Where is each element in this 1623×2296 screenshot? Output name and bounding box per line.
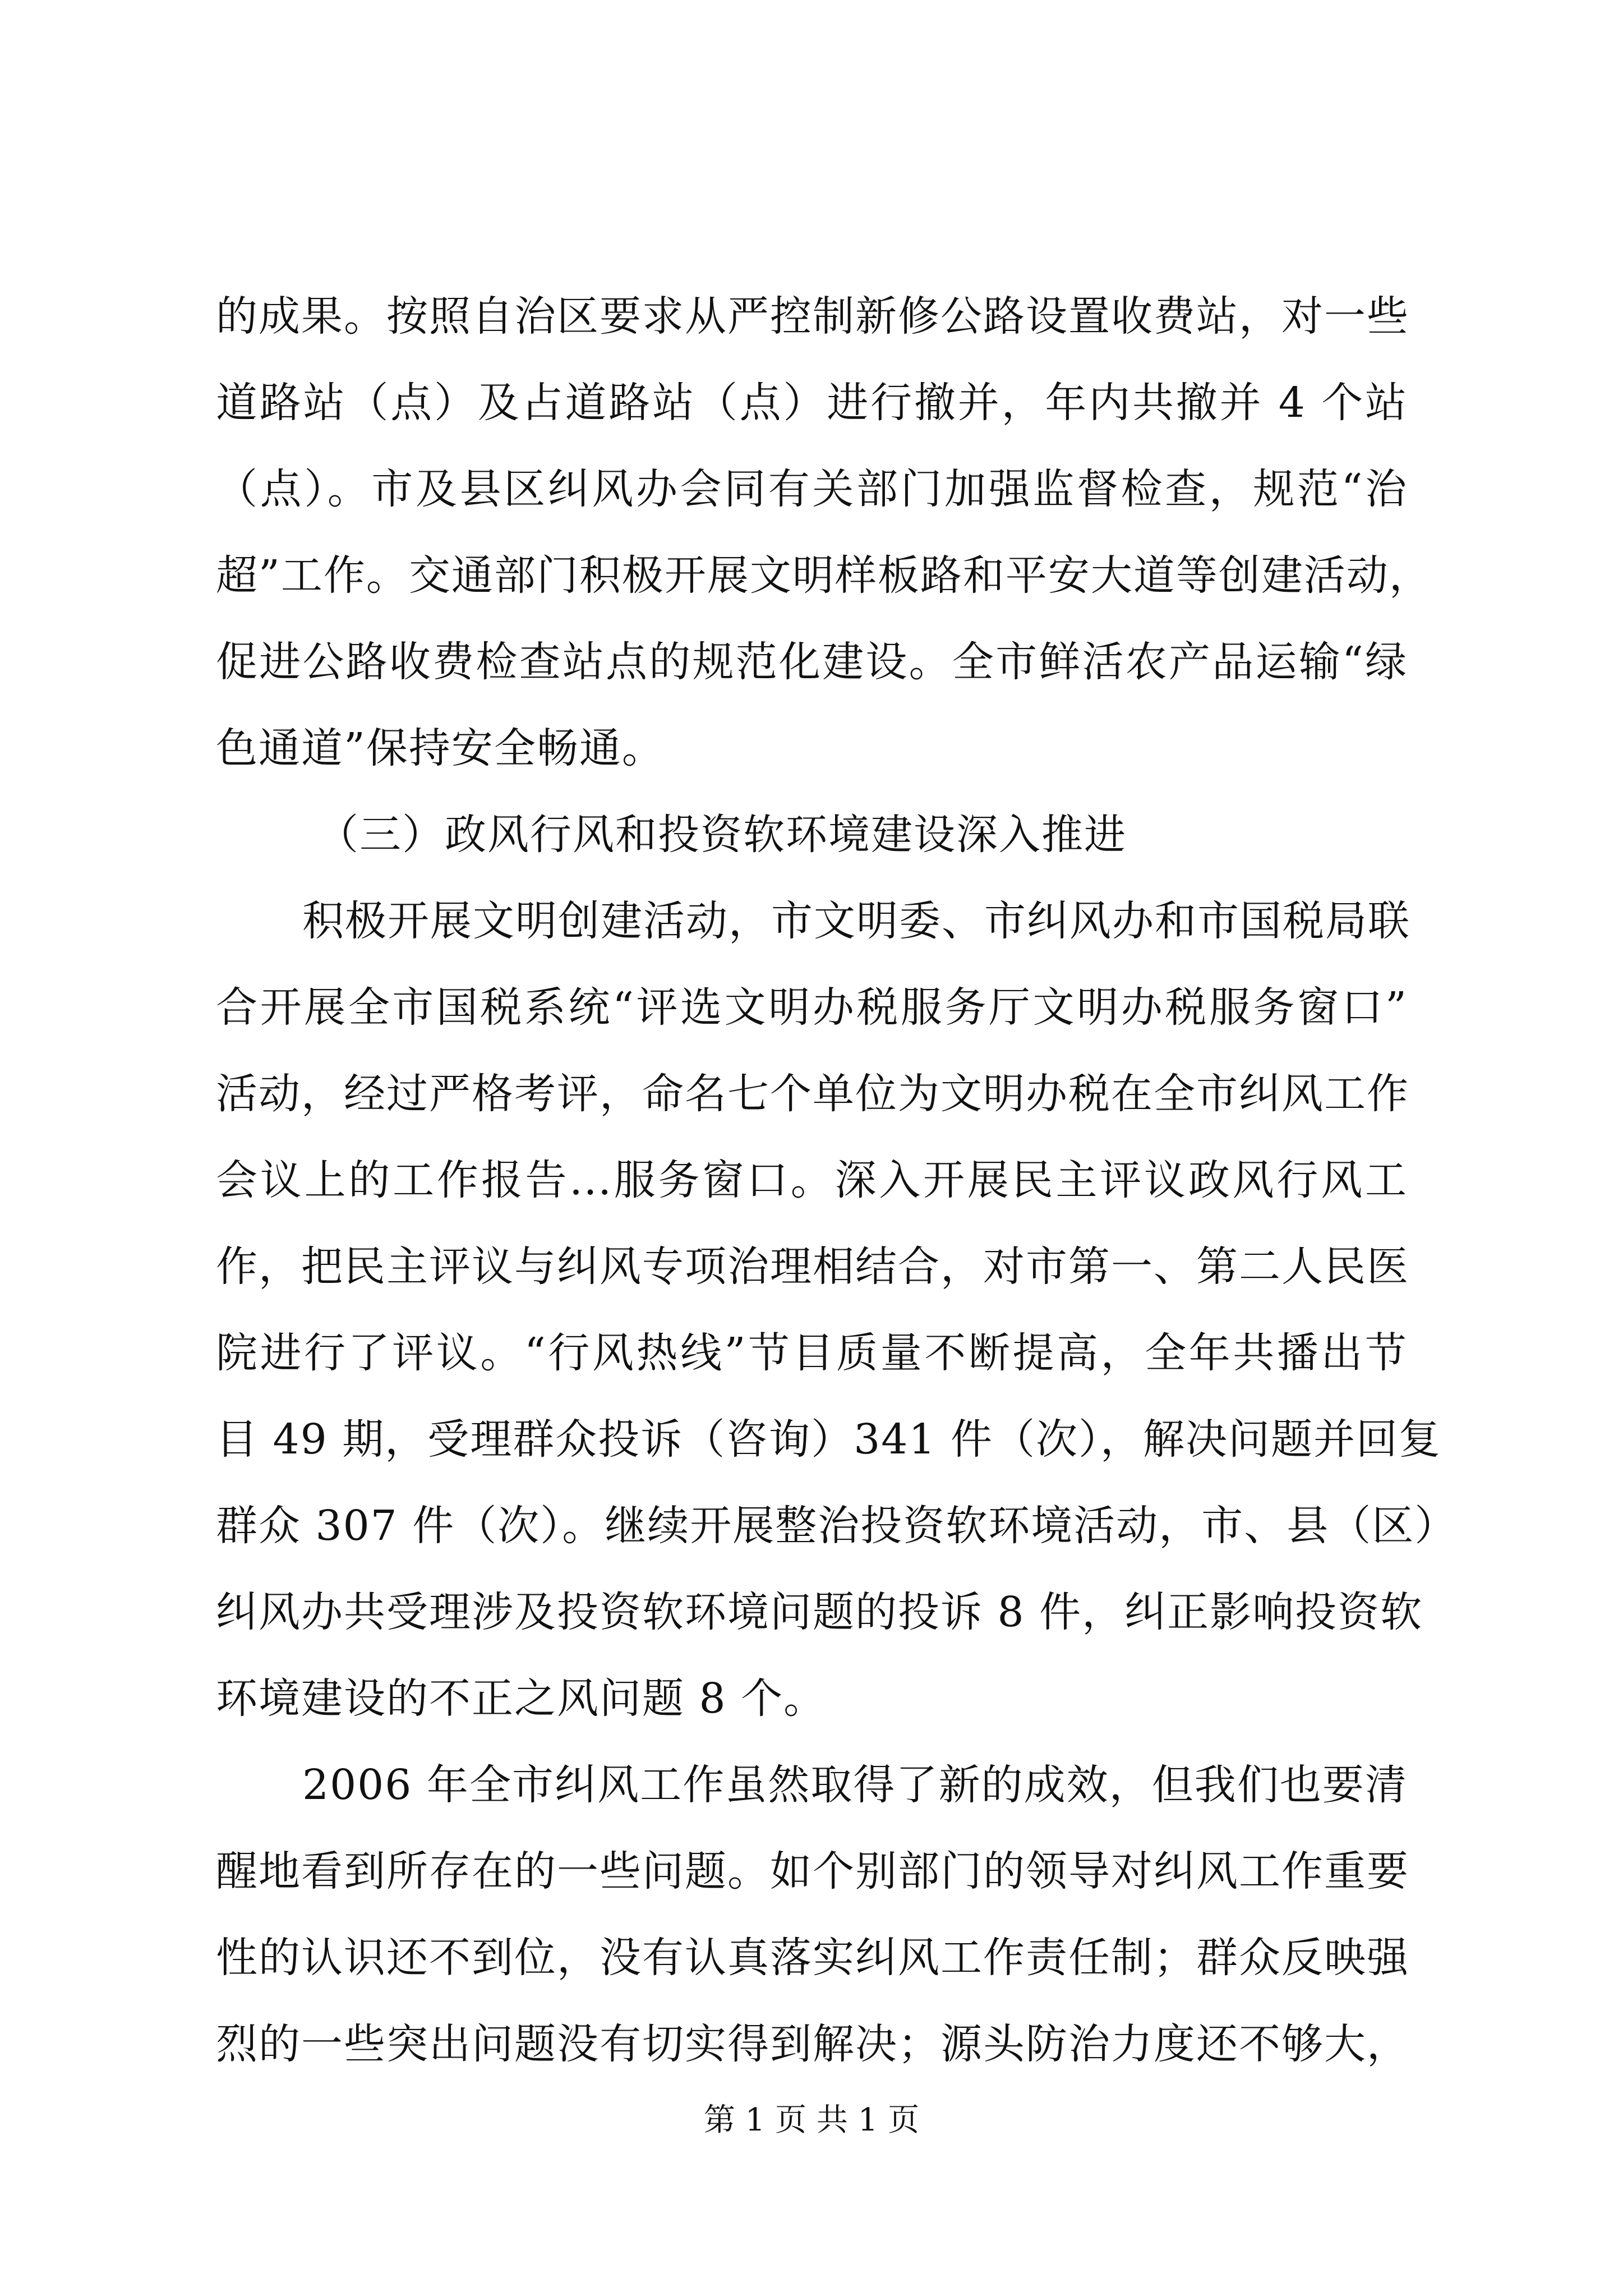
- page-number-footer: 第 1 页 共 1 页: [703, 2102, 920, 2138]
- text-line: 2006 年全市纠风工作虽然取得了新的成效，但我们也要清: [302, 1761, 1408, 1809]
- text-line: 色通道”保持安全畅通。: [216, 724, 665, 772]
- section-heading: （三）政风行风和投资软环境建设深入推进: [317, 811, 1127, 859]
- text-line: 活动，经过严格考评，命名七个单位为文明办税在全市纠风工作: [216, 1070, 1409, 1118]
- text-line: 会议上的工作报告...服务窗口。深入开展民主评议政风行风工: [216, 1156, 1408, 1204]
- text-line: 院进行了评议。“行风热线”节目质量不断提高，全年共播出节: [216, 1329, 1408, 1377]
- text-line: 环境建设的不正之风问题 8 个。: [216, 1674, 827, 1723]
- text-line: 合开展全市国税系统“评选文明办税服务厅文明办税服务窗口”: [216, 983, 1408, 1032]
- text-line: 群众 307 件（次）。继续开展整治投资软环境活动，市、县（区）: [216, 1502, 1458, 1550]
- text-line: 性的认识还不到位，没有认真落实纠风工作责任制；群众反映强: [216, 1934, 1409, 1982]
- text-line: 道路站（点）及占道路站（点）进行撤并，年内共撤并 4 个站: [216, 379, 1408, 427]
- text-line: 促进公路收费检查站点的规范化建设。全市鲜活农产品运输“绿: [216, 638, 1408, 686]
- text-line: 烈的一些突出问题没有切实得到解决；源头防治力度还不够大，: [216, 2020, 1409, 2068]
- text-line: 超”工作。交通部门积极开展文明样板路和平安大道等创建活动，: [216, 551, 1432, 600]
- text-line: 纠风办共受理涉及投资软环境问题的投诉 8 件，纠正影响投资软: [216, 1588, 1423, 1636]
- text-line: 的成果。按照自治区要求从严控制新修公路设置收费站，对一些: [216, 292, 1409, 341]
- text-line: 目 49 期，受理群众投诉（咨询）341 件（次），解决问题并回复: [216, 1415, 1441, 1464]
- text-line: 醒地看到所存在的一些问题。如个别部门的领导对纠风工作重要: [216, 1847, 1409, 1895]
- text-line: 积极开展文明创建活动，市文明委、市纠风办和市国税局联: [302, 897, 1410, 945]
- text-line: （点）。市及县区纠风办会同有关部门加强监督检查，规范“治: [216, 465, 1408, 513]
- document-body: [216, 292, 1458, 2106]
- text-line: 作，把民主评议与纠风专项治理相结合，对市第一、第二人民医: [216, 1243, 1409, 1291]
